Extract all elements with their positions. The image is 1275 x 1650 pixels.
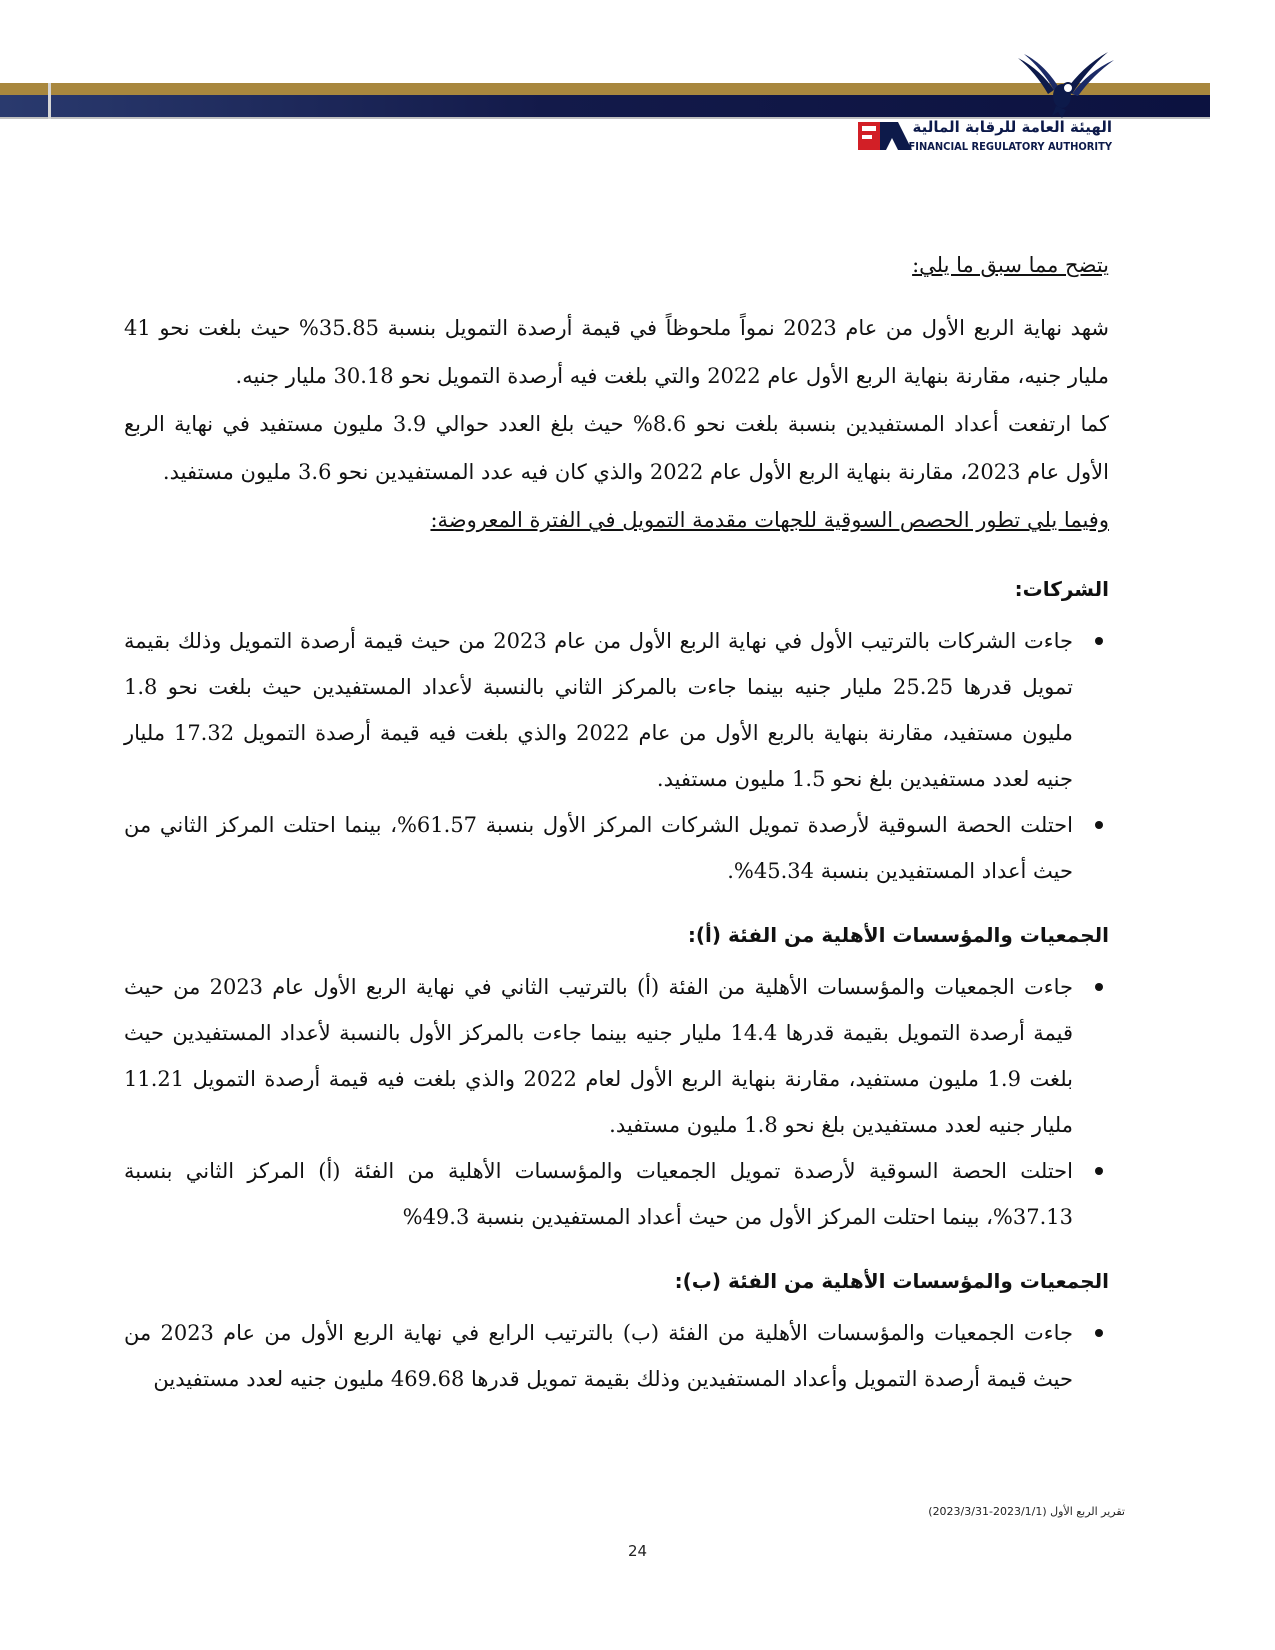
eagle-icon <box>1008 50 1118 120</box>
section-list-companies <box>124 618 1109 894</box>
intro-paragraph-market-share: وفيما يلي تطور الحصص السوقية للجهات مقدمة التمويل في الفترة المعروضة: <box>430 508 1109 532</box>
section-list-ngos-b <box>124 1310 1109 1402</box>
section-list-ngos-a <box>124 964 1109 1240</box>
list-item <box>124 1310 1073 1402</box>
list-item <box>124 1148 1073 1240</box>
list-item-text: جاءت الشركات بالترتيب الأول في نهاية الربع الأول من عام 2023 من حيث قيمة أرصدة التمويل وذلك بقيمة تمويل قدرها 25.25 مليار جنيه بينما جاءت بالمركز الثاني بالنسبة لأعداد المستفيدين حيث بلغت نحو 1.8 مليون مستفيد، مقارنة بنهاية بالربع الأول من عام 2022 والذي بلغت فيه قيمة أرصدة التمويل 17.32 مليار جنيه لعدد مستفيدين بلغ نحو 1.5 مليون مستفيد. <box>124 629 1074 791</box>
intro-paragraph-financing: شهد نهاية الربع الأول من عام 2023 نمواً ملحوظاً في قيمة أرصدة التمويل بنسبة 35.85% حيث بلغت نحو 41 مليار جنيه، مقارنة بنهاية الربع الأول عام 2022 والتي بلغت فيه أرصدة التمويل نحو 30.18 مليار جنيه. <box>124 316 1109 388</box>
list-item <box>124 802 1073 894</box>
list-item-text: احتلت الحصة السوقية لأرصدة تمويل الشركات المركز الأول بنسبة 61.57%، بينما احتلت المركز الثاني من حيث أعداد المستفيدين بنسبة 45.34%. <box>124 813 1073 883</box>
bullet-icon <box>1095 983 1103 991</box>
intro-heading: يتضح مما سبق ما يلي: <box>912 253 1109 277</box>
list-item <box>124 964 1073 1148</box>
list-item <box>124 618 1073 802</box>
intro-paragraph-beneficiaries: كما ارتفعت أعداد المستفيدين بنسبة بلغت نحو 8.6% حيث بلغ العدد حوالي 3.9 مليون مستفيد في نهاية الربع الأول عام 2023، مقارنة بنهاية الربع الأول عام 2022 والذي كان فيه عدد المستفيدين نحو 3.6 مليون مستفيد. <box>124 412 1109 484</box>
list-item-text: جاءت الجمعيات والمؤسسات الأهلية من الفئة (ب) بالترتيب الرابع في نهاية الربع الأول من عام 2023 من حيث قيمة أرصدة التمويل وأعداد المستفيدين وذلك بقيمة تمويل قدرها 469.68 مليون جنيه لعدد مستفيدين <box>124 1321 1073 1391</box>
logo-english-name: FINANCIAL REGULATORY AUTHORITY <box>908 140 1112 153</box>
section-title-ngos-b: الجمعيات والمؤسسات الأهلية من الفئة (ب): <box>674 1269 1109 1293</box>
bullet-icon <box>1095 637 1103 645</box>
header-band-marker <box>48 83 51 119</box>
fra-logo <box>858 50 1118 162</box>
fra-monogram-icon <box>858 118 912 154</box>
bullet-icon <box>1095 821 1103 829</box>
page-number: 24 <box>627 1542 648 1560</box>
footer-report-period: تقرير الربع الأول (2023/1/1-2023/3/31) <box>928 1505 1125 1518</box>
section-title-ngos-a: الجمعيات والمؤسسات الأهلية من الفئة (أ): <box>687 923 1109 947</box>
bullet-icon <box>1095 1329 1103 1337</box>
bullet-icon <box>1095 1167 1103 1175</box>
section-title-companies: الشركات: <box>1014 577 1109 601</box>
list-item-text: احتلت الحصة السوقية لأرصدة تمويل الجمعيات والمؤسسات الأهلية من الفئة (أ) المركز الثاني بنسبة 37.13%، بينما احتلت المركز الأول من حيث أعداد المستفيدين بنسبة 49.3% <box>124 1159 1073 1229</box>
page-content <box>124 248 1109 1402</box>
list-item-text: جاءت الجمعيات والمؤسسات الأهلية من الفئة (أ) بالترتيب الثاني في نهاية الربع الأول عام 2023 من حيث قيمة أرصدة التمويل بقيمة قدرها 14.4 مليار جنيه بينما جاءت بالمركز الأول بالنسبة لأعداد المستفيدين حيث بلغت 1.9 مليون مستفيد، مقارنة بنهاية الربع الأول لعام 2022 والذي بلغت فيه قيمة أرصدة التمويل 11.21 مليار جنيه لعدد مستفيدين بلغ نحو 1.8 مليون مستفيد. <box>124 975 1074 1137</box>
logo-arabic-name: الهيئة العامة للرقابة المالية <box>912 118 1112 136</box>
